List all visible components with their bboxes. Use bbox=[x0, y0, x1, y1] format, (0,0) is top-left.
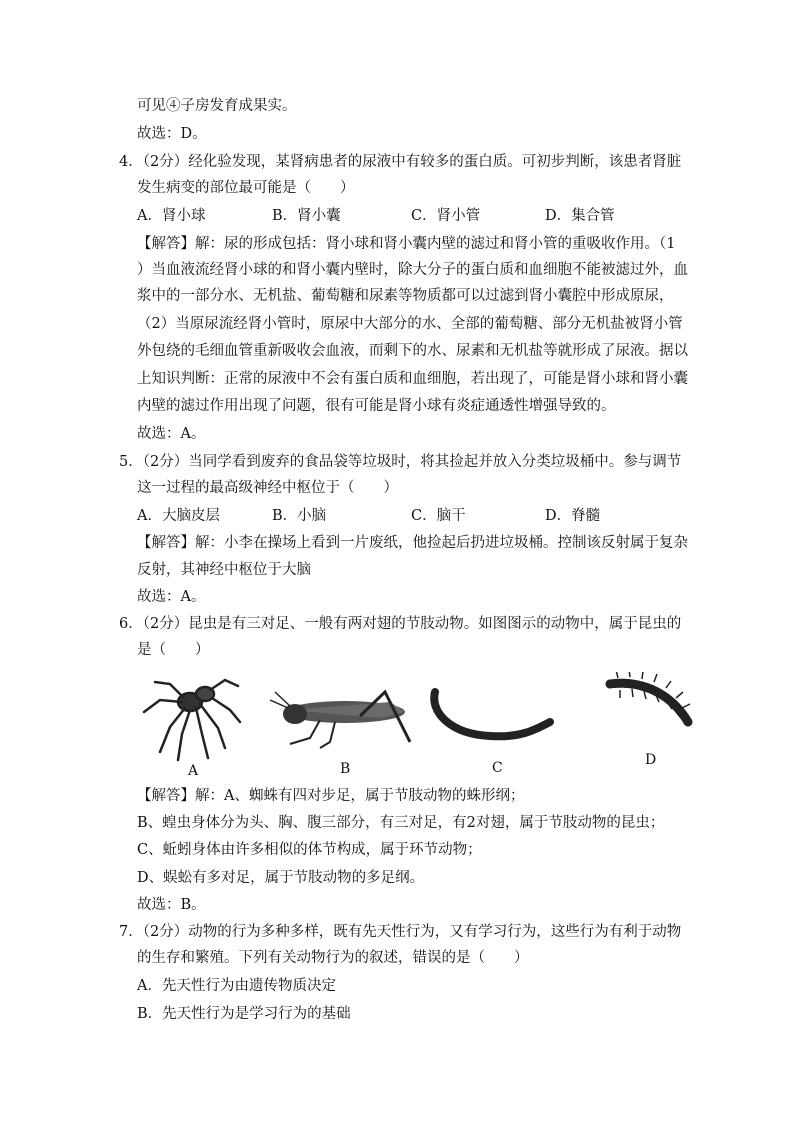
q4-option-a: A．肾小球 bbox=[137, 208, 206, 224]
q4-analysis-line: （2）当原尿流经肾小管时，原尿中大部分的水、全部的葡萄糖、部分无机盐被肾小管 bbox=[137, 316, 683, 332]
q6-stem-line-1: 6．（2分）昆虫是有三对足、一般有两对翅的节肢动物。如图图示的动物中，属于昆虫的 bbox=[119, 616, 682, 632]
q4-answer: 故选：A。 bbox=[137, 426, 206, 442]
q6-analysis-line: D、蜈蚣有多对足，属于节肢动物的多足纲。 bbox=[137, 870, 425, 886]
q6-analysis-line: C、蚯蚓身体由许多相似的体节构成，属于环节动物； bbox=[137, 842, 482, 858]
q4-analysis-line: 内壁的滤过作用出现了问题，很有可能是肾小球有炎症通透性增强导致的。 bbox=[137, 398, 616, 414]
q5-stem-line-2: 这一过程的最高级神经中枢位于（ ） bbox=[137, 480, 398, 496]
q6-analysis-line: 【解答】解：A、蜘蛛有四对步足，属于节肢动物的蛛形纲； bbox=[137, 788, 525, 804]
q4-stem-line-2: 发生病变的部位最可能是（ ） bbox=[137, 180, 355, 196]
spider-illustration bbox=[144, 680, 240, 760]
earthworm-illustration bbox=[434, 692, 550, 736]
grasshopper-illustration bbox=[270, 692, 410, 748]
q4-option-c: C．肾小管 bbox=[411, 208, 481, 224]
animal-figure bbox=[130, 672, 710, 782]
q6-analysis-line: B、蝗虫身体分为头、胸、腹三部分，有三对足，有2对翅，属于节肢动物的昆虫； bbox=[137, 815, 665, 831]
figure-label-c: C bbox=[492, 760, 503, 776]
q3-answer: 故选：D。 bbox=[137, 126, 207, 142]
q4-analysis-line: 【解答】解：尿的形成包括：肾小球和肾小囊内壁的滤过和肾小管的重吸收作用。（1 bbox=[137, 236, 676, 252]
q5-answer: 故选：A。 bbox=[137, 589, 206, 605]
q7-option-b: B．先天性行为是学习行为的基础 bbox=[137, 1006, 351, 1022]
q5-option-d: D．脊髓 bbox=[545, 508, 601, 524]
q4-option-b: B．肾小囊 bbox=[272, 208, 341, 224]
q4-analysis-line: ）当血液流经肾小球的和肾小囊内壁时，除大分子的蛋白质和血细胞不能被滤过外，血 bbox=[137, 262, 688, 278]
q6-answer: 故选：B。 bbox=[137, 897, 206, 913]
figure-label-a: A bbox=[188, 763, 199, 779]
q7-option-a: A．先天性行为由遗传物质决定 bbox=[137, 978, 336, 994]
q4-analysis-line: 浆中的一部分水、无机盐、葡萄糖和尿素等物质都可以过滤到肾小囊腔中形成原尿， bbox=[137, 288, 674, 304]
q5-option-b: B．小脑 bbox=[272, 508, 327, 524]
q4-analysis-line: 外包绕的毛细血管重新吸收会血液，而剩下的水、尿素和无机盐等就形成了尿液。据以 bbox=[137, 343, 688, 359]
q5-option-c: C．脑干 bbox=[411, 508, 466, 524]
q5-stem-line-1: 5．（2分）当同学看到废弃的食品袋等垃圾时，将其捡起并放入分类垃圾桶中。参与调节 bbox=[119, 454, 682, 470]
figure-label-b: B bbox=[340, 761, 351, 777]
centipede-illustration bbox=[610, 672, 690, 722]
q7-stem-line-1: 7．（2分）动物的行为多种多样，既有先天性行为，又有学习行为，这些行为有利于动物 bbox=[119, 924, 682, 940]
q6-stem-line-2: 是（ ） bbox=[137, 642, 210, 658]
q4-option-d: D．集合管 bbox=[545, 208, 615, 224]
q4-stem-line-1: 4．（2分）经化验发现，某肾病患者的尿液中有较多的蛋白质。可初步判断，该患者肾脏 bbox=[119, 154, 682, 170]
figure-label-d: D bbox=[645, 752, 657, 768]
q5-analysis-line: 反射，其神经中枢位于大脑 bbox=[137, 562, 311, 578]
q7-stem-line-2: 的生存和繁殖。下列有关动物行为的叙述，错误的是（ ） bbox=[137, 950, 529, 966]
q5-option-a: A．大脑皮层 bbox=[137, 508, 220, 524]
q5-analysis-line: 【解答】解：小李在操场上看到一片废纸，他捡起后扔进垃圾桶。控制该反射属于复杂 bbox=[137, 535, 688, 551]
q3-explanation-line: 可见④子房发育成果实。 bbox=[137, 98, 297, 114]
q4-analysis-line: 上知识判断：正常的尿液中不会有蛋白质和血细胞，若出现了，可能是肾小球和肾小囊 bbox=[137, 371, 688, 387]
